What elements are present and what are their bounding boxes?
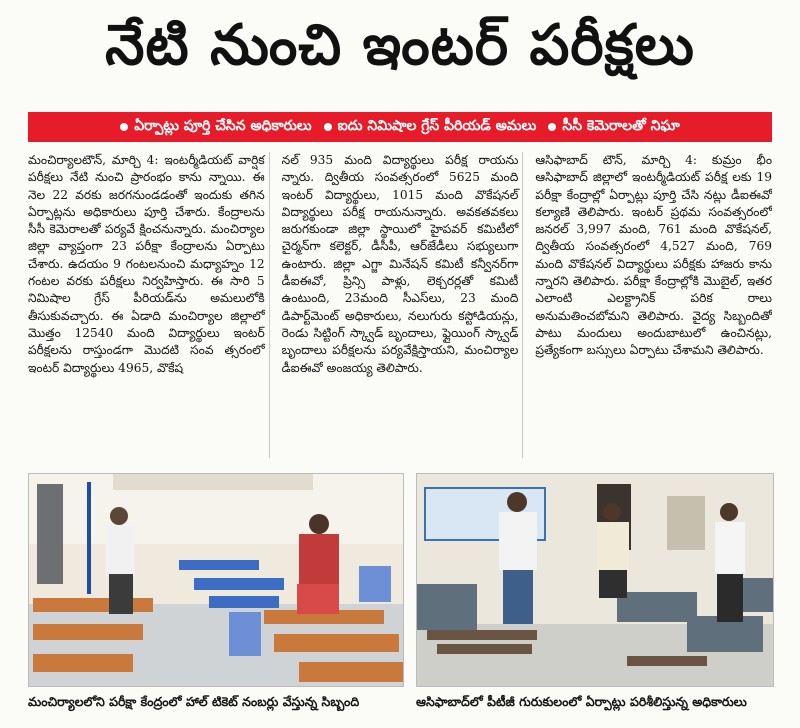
subhead-3	[548, 118, 679, 137]
article-columns	[28, 152, 772, 458]
photo-asifabad-inspection	[416, 473, 774, 687]
subhead-text-3: సీసీ కెమెరాలతో నిఘా	[562, 117, 680, 134]
article-column-2	[282, 152, 524, 458]
bullet-icon	[120, 123, 128, 131]
article-column-3	[535, 152, 772, 458]
headline: నేటి నుంచి ఇంటర్ పరీక్షలు	[105, 12, 695, 78]
inspection-image	[417, 474, 773, 686]
exam-hall-image	[29, 474, 403, 686]
bullet-icon	[324, 123, 332, 131]
column-1-text: మంచిర్యాలటౌన్, మార్చి 4: ఇంటర్మీడియట్ వార్షిక పరీక్షలు నేటి నుంచి ప్రారంభం కాను న్నాయి. ఈ నెల 22 వరకు జరగనుండడంతో ఇందుకు తగిన ఏర్పాట్లను అధికారులు పూర్తి చేశారు. కేంద్రాలను సీసీ కెమెరాలతో పర్యవే క్షించనున్నారు. మంచిర్యాల జిల్లా వ్యాప్తంగా 23 పరీక్షా కేంద్రాలను ఏర్పాటు చేశారు. ఉదయం 9 గంటలనుంచి మధ్యాహ్నం 12 గంటల వరకు పరీక్షలు నిర్వహిస్తారు. ఈ సారి 5 నిమిషాల గ్రేస్ పీరియడ్‌ను అమలులోకి తీసుకువచ్చారు. ఈ ఏడాది మంచిర్యాల జిల్లాలో మొత్తం 12540 మంది విద్యార్థులు ఇంటర్ పరీక్షలను రాస్తుండగా మొదటి సంవ త్సరంలో ఇంటర్ విద్యార్థులు 4965, వొకేష	[28, 153, 265, 375]
photo-caption-2: ఆసిఫాబాద్‌లో పీటీజీ గురుకులంలో ఏర్పాట్లు పరిశీలిస్తున్న అధికారులు	[416, 694, 747, 709]
subhead-1	[120, 118, 311, 137]
column-3-text: ఆసిఫాబాద్ టౌన్, మార్చి 4: కుమ్రం భీం ఆసిఫాబాద్ జిల్లాలో ఇంటర్మీడియట్ పరీక్ష లకు 19 పరీక్షా కేంద్రాల్లో ఏర్పాట్లు పూర్తి చేసి నట్లు డీఐఈవో కల్యాణి తెలిపారు. ఇంటర్ ప్రథమ సంవత్సరంలో జనరల్ 3,997 మంది, 761 మంది వొకేషనల్, ద్వితీయ సంవత్సరంలో 4,527 మంది, 769 మంది వొకేషనల్ విద్యార్థులు పరీక్షకు హాజరు కాను న్నారని తెలిపారు. పరీక్షా కేంద్రాల్లోకి మొబైల్, ఇతర ఎలాంటి ఎలక్ట్రానిక్ పరిక రాలు అనుమతించబోమని తెలిపారు. వైద్య సిబ్బందితో పాటు మందులు అందుబాటులో ఉంచినట్లు, ప్రత్యేకంగా బస్సులు ఏర్పాటు చేశామని తెలిపారు.	[535, 153, 773, 358]
bullet-icon	[548, 123, 556, 131]
subhead-text-1: ఏర్పాట్లు పూర్తి చేసిన అధికారులు	[134, 117, 312, 134]
article-column-1	[28, 152, 270, 458]
subhead-text-2: ఐదు నిమిషాల గ్రేస్ పీరియడ్ అమలు	[337, 117, 537, 134]
subhead-2	[324, 118, 537, 137]
photo-mancherial-exam-hall	[28, 473, 404, 687]
subheading-bar	[28, 112, 772, 142]
photo-caption-1: మంచిర్యాలలోని పరీక్షా కేంద్రంలో హాల్ టికెట్ నంబర్లు వేస్తున్న సిబ్బంది	[28, 694, 360, 709]
column-2-text: నల్ 935 మంది విద్యార్థులు పరీక్ష రాయను న్నారు. ద్వితీయ సంవత్సరంలో 5625 మంది ఇంటర్ విద్యార్థులు, 1015 మంది వొకేషనల్ విద్యార్థులు పరీక్ష రాయనున్నారు. అవకతవకలు జరుగకుండా జిల్లా స్థాయిలో హైపవర్ కమిటీలో చైర్మన్‌గా కలెక్టర్, డీసీపీ, ఆర్‌జేడీలు సభ్యులుగా ఉంటారు. జిల్లా ఎగ్జా మినేషన్ కమిటీ కన్వీనర్‌గా డీఐఈవో, ప్రిన్సి పాళ్లు, లెక్చరర్లతో కమిటీ ఉంటుంది, 23మంది సీఎస్‌లు, 23 మంది డిపార్ట్‌మెంట్ అధికారులు, నలుగురు కస్టోడియన్లు, రెండు సిట్టింగ్ స్క్వాడ్ బృందాలు, ఫ్లైయింగ్ స్క్వాడ్ బృందాలు పరీక్షలను పర్యవేక్షిస్తాయని, మంచిర్యాల డీఐఈవో అంజయ్య తెలిపారు.	[281, 153, 519, 375]
